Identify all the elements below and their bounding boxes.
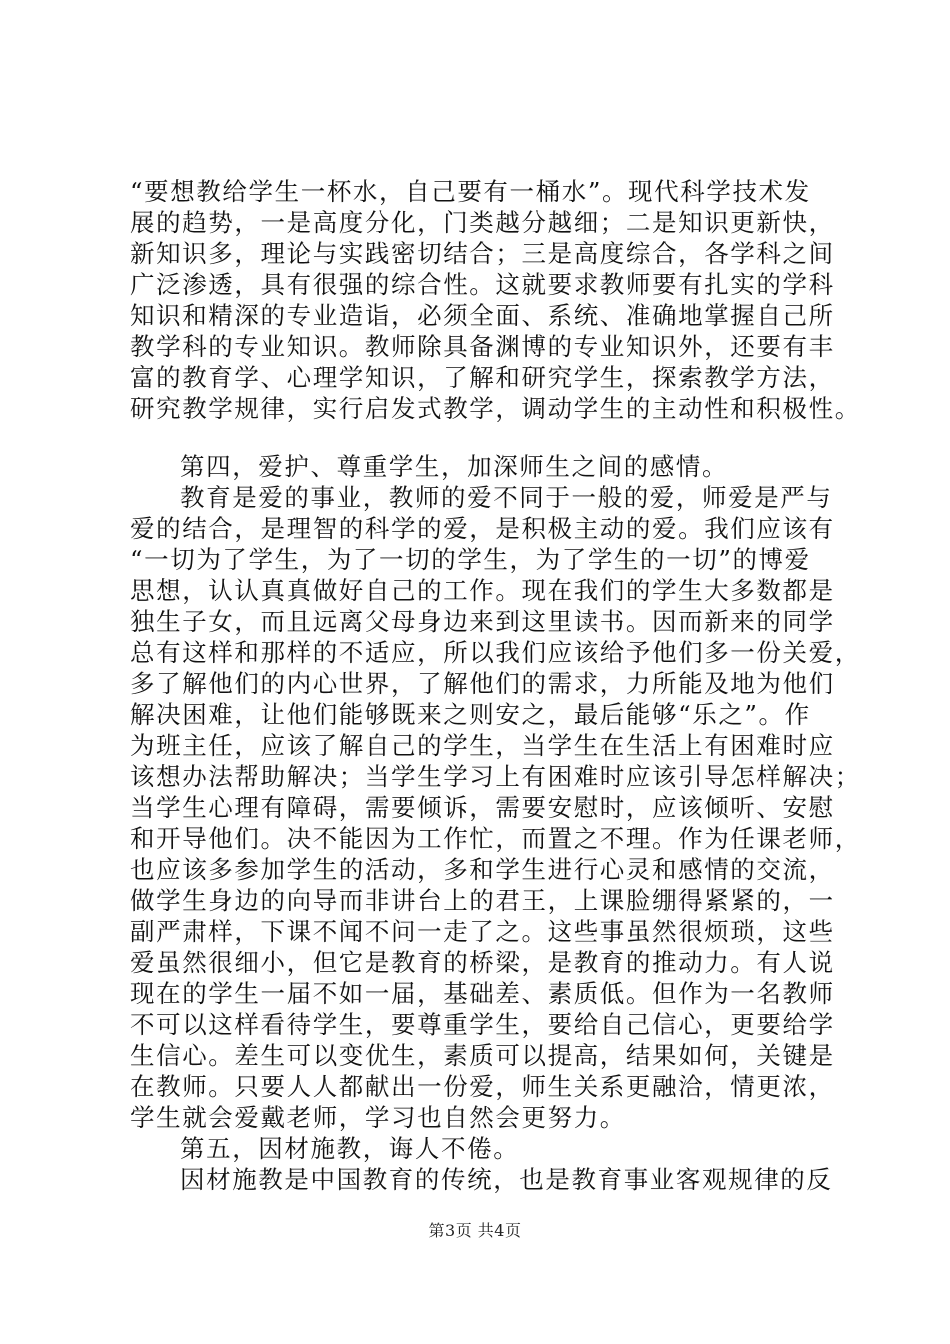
- text-line: 该想办法帮助解决；当学生学习上有困难时应该引导怎样解决；: [130, 762, 861, 791]
- paragraph-love-students: [130, 482, 861, 1133]
- text-line: 教学科的专业知识。教师除具备渊博的专业知识外，还要有丰: [130, 332, 835, 361]
- text-line: 新知识多，理论与实践密切结合；三是高度综合，各学科之间: [130, 239, 835, 268]
- text-line: 爱虽然很细小，但它是教育的桥梁，是教育的推动力。有人说: [130, 948, 835, 977]
- text-line: 研究教学规律，实行启发式教学，调动学生的主动性和积极性。: [130, 394, 861, 423]
- section-heading-five: 第五，因材施教，诲人不倦。: [180, 1134, 520, 1163]
- paragraph-individualized-teaching: [130, 1164, 850, 1195]
- page-footer: 第3页 共4页: [428, 1221, 522, 1240]
- text-line: 因材施教是中国教育的传统，也是教育事业客观规律的反: [180, 1165, 833, 1194]
- text-line: 独生子女，而且远离父母身边来到这里读书。因而新来的同学: [130, 607, 835, 636]
- text-line: 展的趋势，一是高度分化，门类越分越细；二是知识更新快，: [130, 208, 835, 237]
- text-line: 学生就会爱戴老师，学习也自然会更努力。: [130, 1103, 626, 1132]
- text-line: 多了解他们的内心世界，了解他们的需求，力所能及地为他们: [130, 669, 835, 698]
- text-line: 解决困难，让他们能够既来之则安之，最后能够“乐之”。作: [130, 700, 811, 729]
- text-line: 当学生心理有障碍，需要倾诉，需要安慰时，应该倾听、安慰: [130, 793, 835, 822]
- text-line: 做学生身边的向导而非讲台上的君王，上课脸绷得紧紧的，一: [130, 886, 835, 915]
- text-line: “一切为了学生，为了一切的学生，为了学生的一切”的博爱: [130, 545, 811, 574]
- text-line: 为班主任，应该了解自己的学生，当学生在生活上有困难时应: [130, 731, 835, 760]
- text-line: 生信心。差生可以变优生，素质可以提高，结果如何，关键是: [130, 1041, 835, 1070]
- text-line: 富的教育学、心理学知识，了解和研究学生，探索教学方法，: [130, 363, 835, 392]
- text-line: 教育是爱的事业，教师的爱不同于一般的爱，师爱是严与: [180, 483, 833, 512]
- text-line: “要想教给学生一杯水，自己要有一桶水”。现代科学技术发: [130, 177, 811, 206]
- text-line: 知识和精深的专业造诣，必须全面、系统、准确地掌握自己所: [130, 301, 835, 330]
- text-line: 总有这样和那样的不适应，所以我们应该给予他们多一份关爱，: [130, 638, 861, 667]
- text-line: 也应该多参加学生的活动，多和学生进行心灵和感情的交流，: [130, 855, 835, 884]
- paragraph-teacher-knowledge: [130, 176, 861, 424]
- text-line: 在教师。只要人人都献出一份爱，师生关系更融洽，情更浓，: [130, 1072, 835, 1101]
- text-line: 爱的结合，是理智的科学的爱，是积极主动的爱。我们应该有: [130, 514, 835, 543]
- text-line: 现在的学生一届不如一届，基础差、素质低。但作为一名教师: [130, 979, 835, 1008]
- text-line: 不可以这样看待学生，要尊重学生，要给自己信心，更要给学: [130, 1010, 835, 1039]
- text-line: 思想，认认真真做好自己的工作。现在我们的学生大多数都是: [130, 576, 835, 605]
- text-line: 和开导他们。决不能因为工作忙，而置之不理。作为任课老师，: [130, 824, 861, 853]
- text-line: 副严肃样，下课不闻不问一走了之。这些事虽然很烦琐，这些: [130, 917, 835, 946]
- text-line: 广泛渗透，具有很强的综合性。这就要求教师要有扎实的学科: [130, 270, 835, 299]
- section-heading-four: 第四，爱护、尊重学生，加深师生之间的感情。: [180, 452, 729, 481]
- section-four: [130, 451, 861, 1195]
